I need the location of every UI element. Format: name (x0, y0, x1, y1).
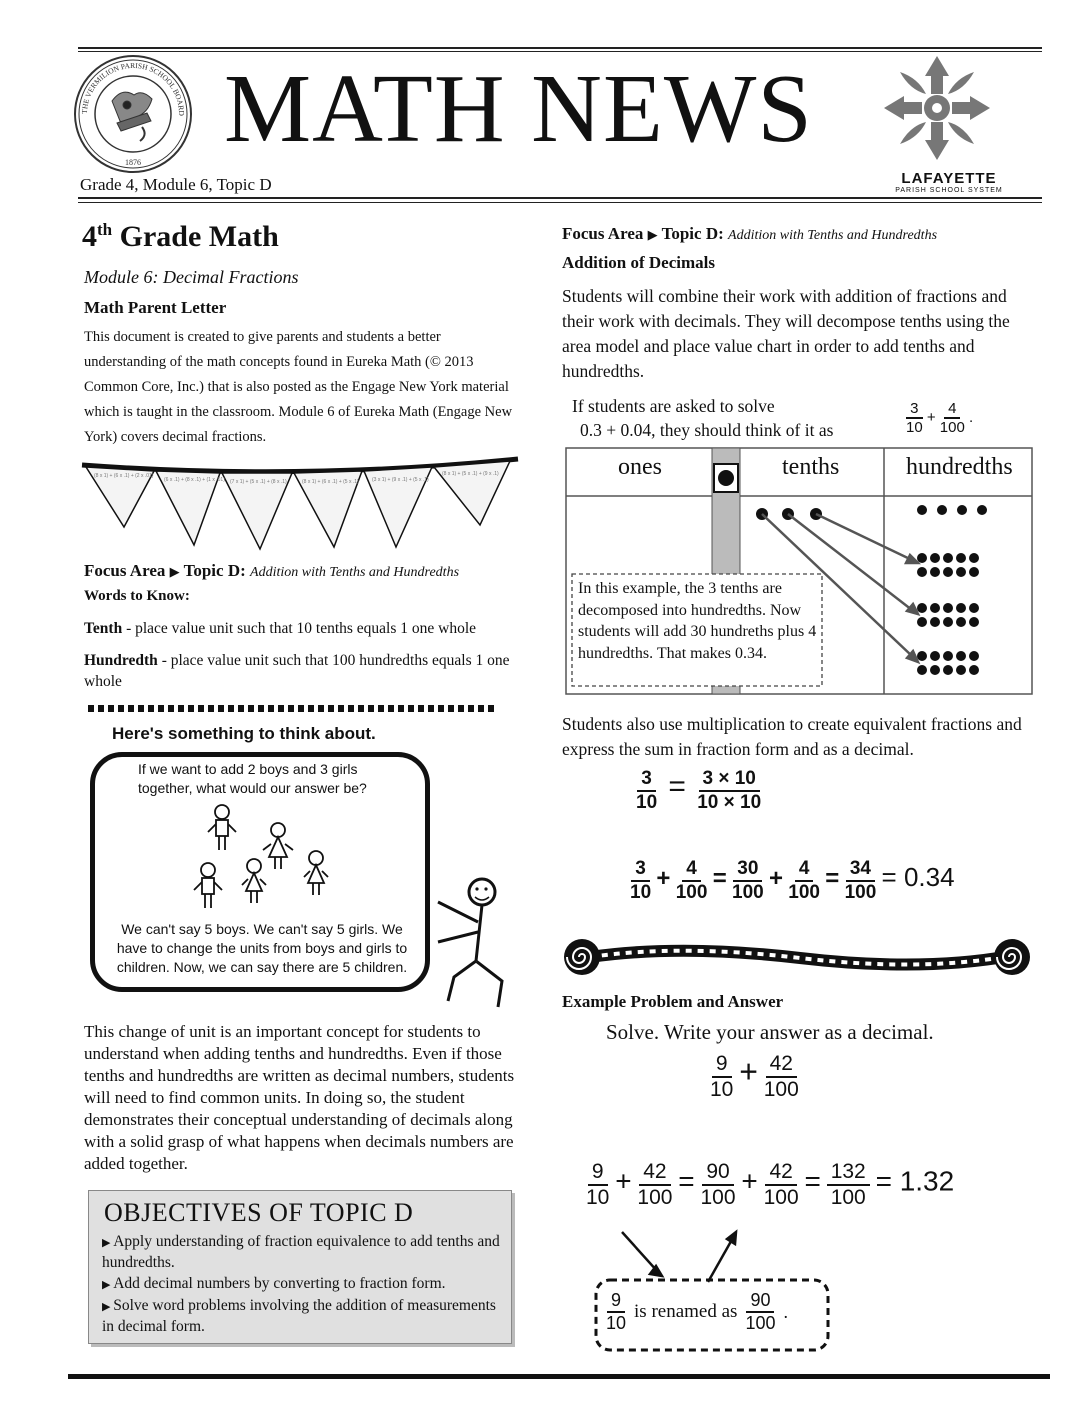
caret-right-icon: ▶ (102, 1237, 114, 1249)
caret-right-icon: ▶ (169, 564, 180, 579)
think-question: If we want to add 2 boys and 3 girls together, what would our answer be? (138, 761, 367, 796)
addition-of-decimals-heading: Addition of Decimals (562, 253, 715, 272)
seal-text: THE VERMILION PARISH SCHOOL BOARD (79, 60, 187, 116)
addition-paragraph: Students will combine their work with addition of fractions and their work with decimals. They will decompose tenths using the area model and place value chart in order to add tenths and hundredths. (562, 286, 1010, 381)
change-of-unit-paragraph: This change of unit is an important concept for students to understand when adding tenths and hundredths. Even if those tenths and hundredths are written as decimal numbers, students will need to find common units. In doing so, the student demonstrates their conceptual understanding of decimals along with a solid grasp of what happens when decimals numbers are added together. (84, 1022, 515, 1173)
pv-note: In this example, the 3 tenths are decomposed into hundredths. Now students will add 30 hundreths plus 4 hundredths. That makes 0.34. (578, 580, 817, 662)
seal-year: 1876 (125, 158, 141, 167)
multiplication-paragraph: Students also use multiplication to create equivalent fractions and express the sum in fraction form and as a decimal. (562, 714, 1022, 759)
issue-subtitle: Grade 4, Module 6, Topic D (80, 175, 272, 194)
bunting-decoration (80, 455, 520, 555)
focus-area-heading-right: Focus Area ▶ Topic D: Addition with Tenths and Hundredths (562, 224, 938, 243)
svg-text:(8 x 1) + (5 x .1) + (9 x .1): (8 x 1) + (5 x .1) + (9 x .1) (442, 471, 499, 477)
focus-area-heading-left: Focus Area ▶ Topic D: Addition with Tenths and Hundredths (84, 561, 460, 580)
svg-text:(8 x 1) + (6 x .1) + (5 x .1): (8 x 1) + (6 x .1) + (5 x .1) (302, 479, 359, 485)
solve-prompt: Solve. Write your answer as a decimal. (606, 1020, 934, 1044)
objective-item: ▶ Add decimal numbers by converting to fraction form. (102, 1275, 446, 1292)
words-to-know-heading: Words to Know: (84, 588, 190, 604)
objectives-title: OBJECTIVES OF TOPIC D (104, 1198, 414, 1227)
school-board-seal (72, 53, 194, 175)
svg-text:(3 x 1) + (9 x .1) + (5 x .1): (3 x 1) + (9 x .1) + (5 x .1) (372, 477, 429, 483)
header-rule-thin (78, 202, 1042, 203)
module-title: Module 6: Decimal Fractions (84, 267, 299, 287)
sum-equation: $\frac{3}{10}$ + $\frac{4}{100}$ = $\frac{30}{100}$ + $\frac{4}{100}$ = $\frac{34}{100}$ = 0.34 (630, 858, 955, 903)
footer-rule (68, 1374, 1050, 1379)
header-rule (78, 197, 1042, 199)
dotted-divider (88, 705, 498, 712)
intro-paragraph: This document is created to give parents and students a better understanding of the math concepts found in Eureka Math (© 2013 Common Core, Inc.) that is also posted as the Engage New York material which is taught in the classroom. Module 6 of Eureka Math (Engage New York) covers decimal fractions. (84, 329, 513, 445)
renamed-expression: $\frac{9}{10}$ is renamed as $\frac{90}{100}$ . (606, 1290, 788, 1333)
pv-fraction-expression: $\frac{3}{10}$ + $\frac{4}{100}$ . (906, 400, 974, 436)
objective-item: ▶ Solve word problems involving the addition of measurements in decimal form. (102, 1297, 496, 1335)
think-about-heading: Here's something to think about. (112, 724, 376, 743)
caret-right-icon: ▶ (647, 227, 658, 242)
svg-text:(6 x .1) + (8 x .1) + (1 x .01: (6 x .1) + (8 x .1) + (1 x .01) (164, 477, 225, 483)
parent-letter-heading: Math Parent Letter (84, 298, 227, 317)
caret-right-icon: ▶ (102, 1279, 114, 1291)
renamed-callout (586, 1228, 846, 1356)
pv-col-hundredths: hundredths (906, 454, 1013, 480)
caret-right-icon: ▶ (102, 1301, 114, 1313)
objectives-list (102, 1232, 502, 1338)
objective-item: ▶ Apply understanding of fraction equivalence to add tenths and hundredths. (102, 1233, 500, 1271)
grade-title: 4th Grade Math (82, 220, 279, 253)
definition-hundredth: Hundredth - place value unit such that 100 hundredths equals 1 one whole (84, 652, 510, 690)
example-problem: $\frac{9}{10}$ + $\frac{42}{100}$ (710, 1052, 799, 1101)
spiral-divider (560, 936, 1035, 978)
equivalent-fraction-equation: $\frac{3}{10}$ = $\frac{3 \times 10}{10 \times 10}$ (636, 768, 762, 813)
pv-col-tenths: tenths (782, 454, 840, 480)
brand-name: LAFAYETTE (901, 170, 997, 187)
example-solution: $\frac{9}{10}$ + $\frac{42}{100}$ = $\frac{90}{100}$ + $\frac{42}{100}$ = $\frac{132}{100}$ = 1.32 (586, 1160, 955, 1209)
definition-tenth: Tenth - place value unit such that 10 tenths equals 1 one whole (84, 620, 477, 637)
top-rule (78, 47, 1042, 49)
pv-prompt-line2: 0.3 + 0.04, they should think of it as (580, 420, 834, 440)
think-answer: We can't say 5 boys. We can't say 5 girls. We have to change the units from boys and girls to children. Now, we can say there are 5 children. (116, 921, 408, 975)
place-value-chart (560, 392, 1040, 702)
masthead-title: MATH NEWS (224, 55, 813, 163)
brand-subtitle: PARISH SCHOOL SYSTEM (895, 187, 1003, 194)
svg-text:(7 x 1) + (5 x .1) + (8 x .1): (7 x 1) + (5 x .1) + (8 x .1) (230, 479, 287, 485)
pv-col-ones: ones (618, 454, 662, 480)
pv-prompt-line1: If students are asked to solve (572, 396, 775, 416)
example-heading: Example Problem and Answer (562, 992, 784, 1011)
svg-text:(8 x 1) + (6 x .1) + (2 x .01): (8 x 1) + (6 x .1) + (2 x .01) (94, 473, 154, 479)
lafayette-cross-logo (880, 52, 994, 164)
